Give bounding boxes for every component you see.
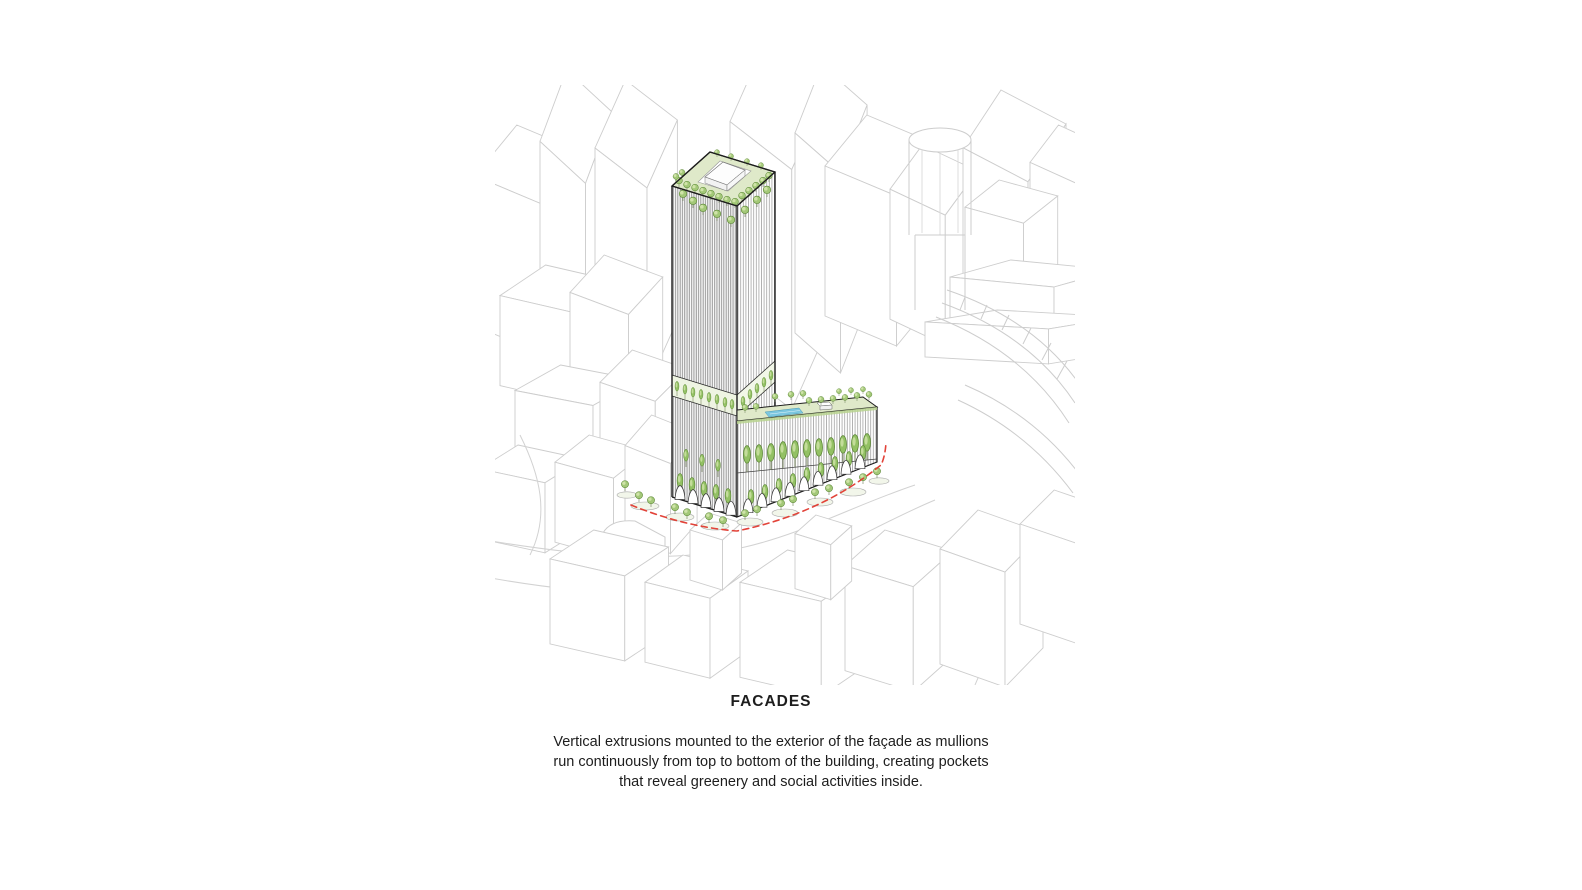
architectural-drawing	[495, 85, 1075, 685]
caption-line-1: Vertical extrusions mounted to the exterior of the façade as mullions	[553, 734, 989, 750]
axonometric-drawing-svg	[495, 85, 1075, 685]
caption-line-2: run continuously from top to bottom of the building, creating pockets	[553, 754, 989, 770]
podium-with-roof-garden	[737, 387, 877, 517]
figure-caption	[431, 732, 1111, 792]
city-wireframe-context	[495, 85, 1075, 685]
caption-line-3: that reveal greenery and social activities inside.	[619, 774, 923, 790]
figure-title: FACADES	[730, 693, 812, 710]
